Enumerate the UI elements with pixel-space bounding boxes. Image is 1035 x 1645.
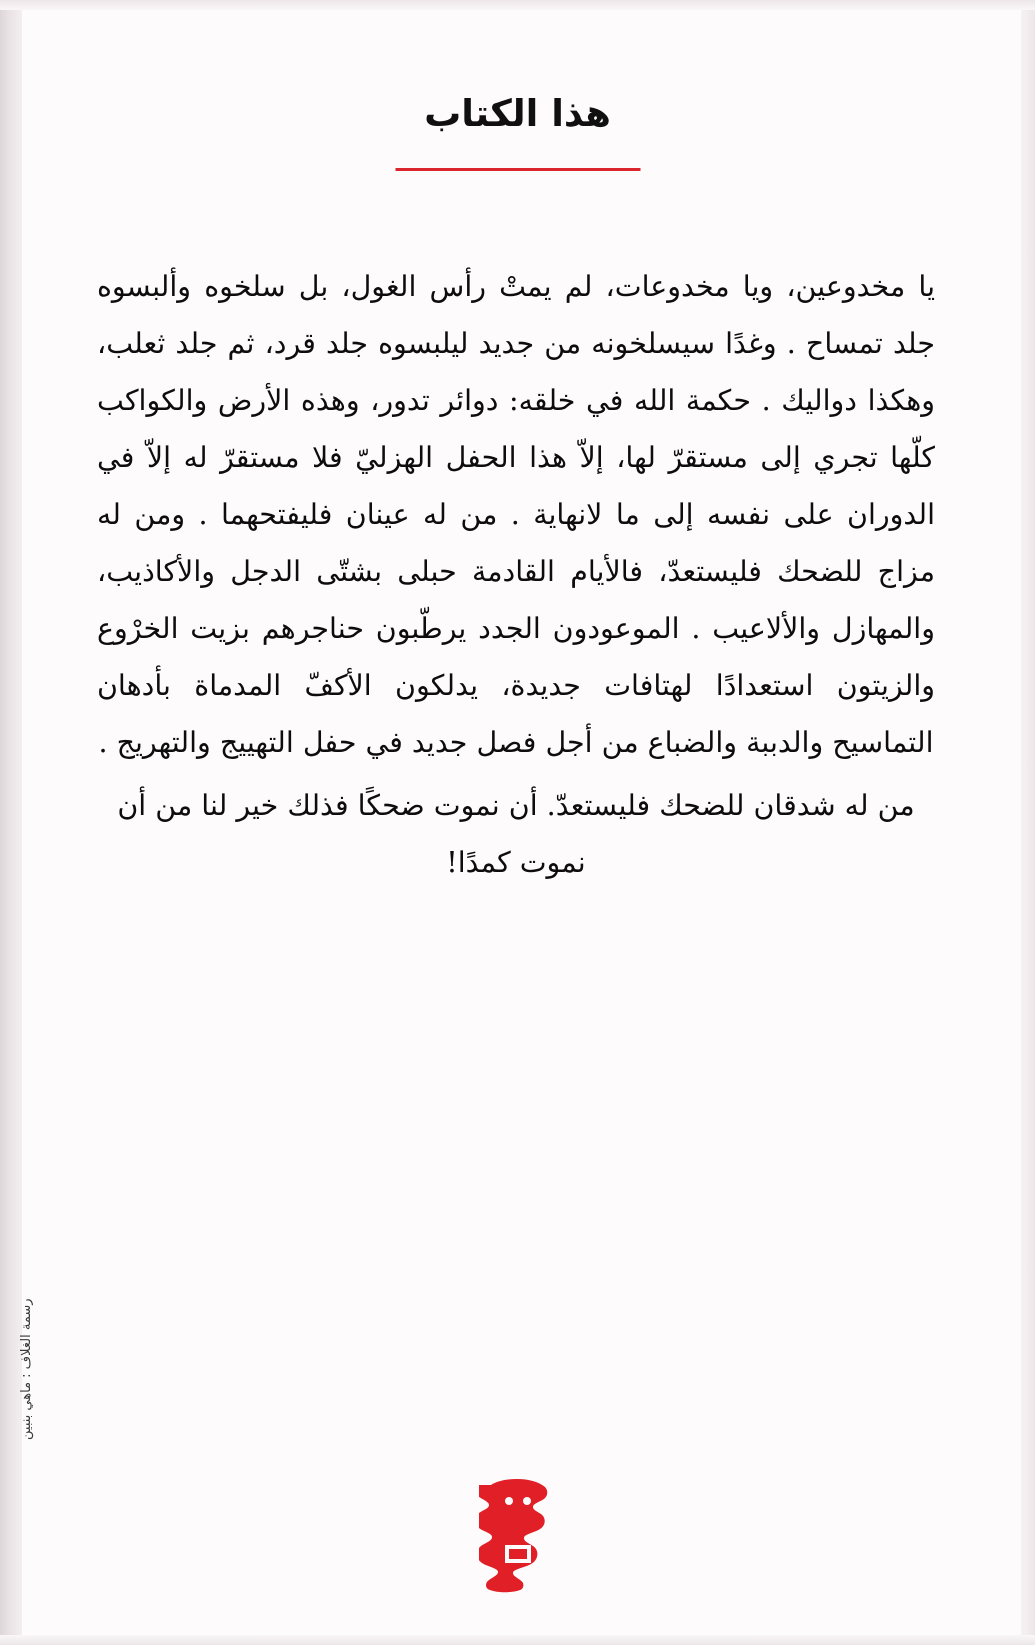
page-edge-bottom — [0, 1635, 1035, 1645]
page-edge-right — [1021, 0, 1035, 1645]
title-underline-rule — [395, 168, 640, 171]
paragraph: يا مخدوعين، ويا مخدوعات، لم يمتْ رأس الغول، بل سلخوه وألبسوه جلد تمساح . وغدًا سيسلخونه من جديد ليلبسوه جلد قرد، ثم جلد ثعلب، وهكذا دواليك . حكمة الله في خلقه: دوائر تدور، وهذه الأرض والكواكب كلّها تجري إلى مستقرّ لها، إلاّ هذا الحفل الهزليّ فلا مستقرّ له إلاّ في الدوران على نفسه إلى ما لانهاية . من له عينان فليفتحهما . ومن له مزاج للضحك فليستعدّ، فالأيام القادمة حبلى بشتّى الدجل والأكاذيب، والمهازل والألاعيب . الموعودون الجدد يرطّبون حناجرهم بزيت الخرْوع والزيتون استعدادًا لهتافات جديدة، يدلكون الأكفّ المدماة بأدهان التماسيح والدببة والضباع من أجل فصل جديد في حفل التهييج والتهريج . — [97, 270, 935, 759]
paragraph: من له شدقان للضحك فليستعدّ. أن نموت ضحكًا فذلك خير لنا من أن نموت كمدًا! — [117, 789, 915, 879]
page-edge-top — [0, 0, 1035, 10]
publisher-stamp-icon — [479, 1475, 557, 1593]
body-text-block — [97, 258, 935, 891]
cover-artwork-credit: رسمة الغلاف : ماهي بنبين — [19, 1298, 34, 1440]
page-title: هذا الكتاب — [424, 92, 611, 135]
